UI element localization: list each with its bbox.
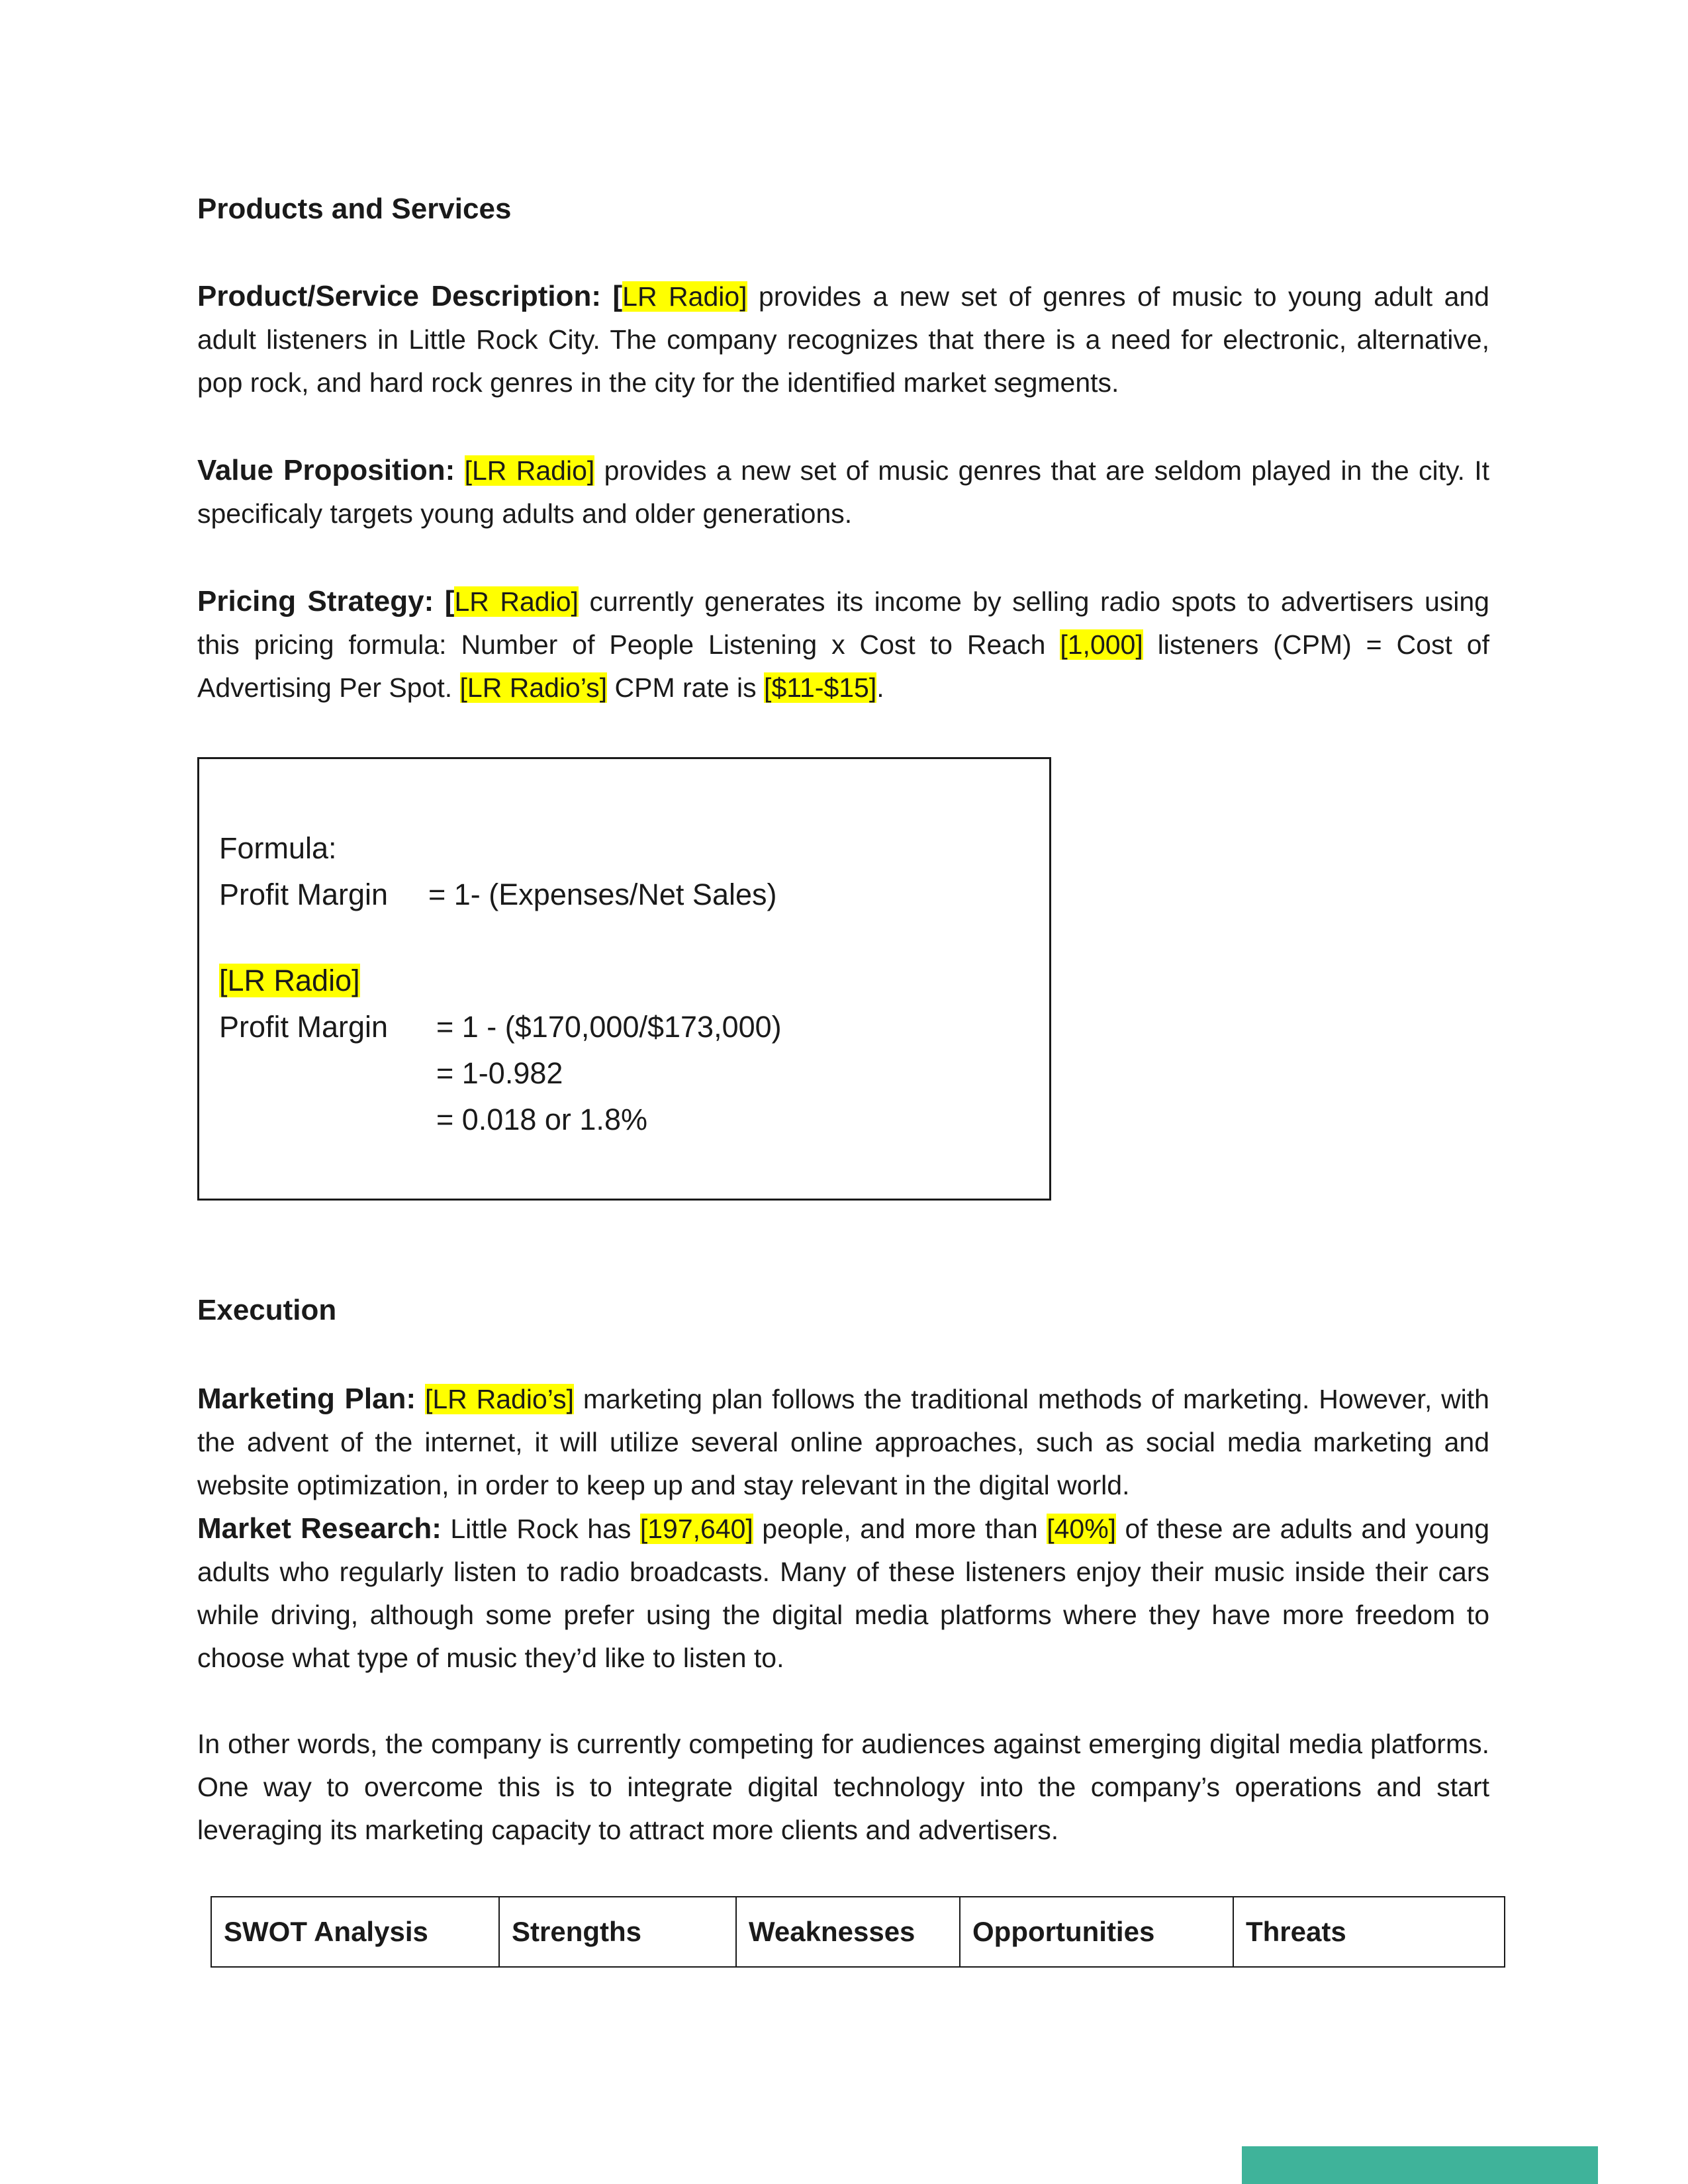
products-services-heading: Products and Services: [197, 193, 512, 225]
formula-box: [197, 757, 1051, 1201]
value-proposition-paragraph: [197, 449, 1489, 535]
formula-company-highlight: [LR Radio]: [219, 963, 360, 997]
marketing-plan-label: Marketing Plan:: [197, 1382, 416, 1415]
calc-profit-margin-label: Profit Margin: [219, 1009, 389, 1044]
bracket-open: [: [444, 584, 455, 617]
research-text-1: Little Rock has: [441, 1513, 640, 1544]
population-highlight: [197,640]: [639, 1513, 753, 1544]
swot-header-threats: Threats: [1233, 1897, 1505, 1967]
research-text-3: of these are adults and young adults who regularly listen to radio broadcasts. Many of these listeners enjoy their music inside their cars while driving, although some prefer using the digital media platforms where they have more freedom to choose what type of music they’d like to listen to.: [197, 1513, 1489, 1673]
pricing-text-2: listeners (CPM) = Cost of Advertising Per Spot.: [197, 629, 1489, 703]
description-text: provides a new set of genres of music to young adult and adult listeners in Little Rock City. The company recognizes that there is a need for electronic, alternative, pop rock, and hard rock genres in the city for the identified market segments.: [197, 281, 1489, 398]
profit-margin-label: Profit Margin: [219, 877, 389, 911]
formula-line: [219, 872, 1029, 918]
swot-header-row: [211, 1897, 1505, 1967]
company-highlight: [LR Radio]: [464, 455, 595, 486]
company-highlight: LR Radio]: [622, 281, 747, 312]
swot-header-strengths: Strengths: [499, 1897, 736, 1967]
company-possessive-highlight: [LR Radio’s]: [424, 1383, 575, 1414]
value-proposition-label: Value Proposition:: [197, 453, 455, 486]
market-research-paragraph: [197, 1507, 1489, 1680]
percent-highlight: [40%]: [1047, 1513, 1117, 1544]
marketing-plan-text: marketing plan follows the traditional methods of marketing. However, with the advent of the internet, it will utilize several online approaches, such as social media marketing and website optimization, in order to keep up and stay relevant in the digital world.: [197, 1383, 1489, 1500]
value-proposition-text: provides a new set of music genres that are seldom played in the city. It specificaly targets young adults and older generations.: [197, 455, 1489, 529]
formula-title: Formula:: [219, 831, 337, 865]
company-highlight: LR Radio]: [454, 586, 579, 617]
pricing-text-3: CPM rate is: [607, 672, 765, 703]
execution-heading: Execution: [197, 1293, 337, 1326]
calc-line: [219, 1004, 1029, 1050]
pricing-text-4: .: [876, 672, 884, 703]
research-text-2: people, and more than: [753, 1513, 1047, 1544]
bracket-open: [: [612, 279, 623, 312]
product-description-label: Product/Service Description:: [197, 279, 602, 312]
swot-header-weaknesses: Weaknesses: [736, 1897, 960, 1967]
calc-step-3: = 0.018 or 1.8%: [436, 1102, 647, 1136]
product-description-paragraph: [197, 275, 1489, 404]
swot-header-analysis: SWOT Analysis: [211, 1897, 499, 1967]
pricing-text-1: currently generates its income by selling radio spots to advertisers using this pricing formula: Number of People Listening x Cost to Reach: [197, 586, 1489, 660]
calc-step-2: = 1-0.982: [436, 1056, 563, 1090]
other-words-paragraph: In other words, the company is currently competing for audiences against emerging digital media platforms. One way to overcome this is to integrate digital technology into the company’s operations and start leveraging its marketing capacity to attract more clients and advertisers.: [197, 1728, 1489, 1845]
pricing-strategy-paragraph: [197, 580, 1489, 709]
calc-step-1: = 1 - ($170,000/$173,000): [436, 1009, 782, 1044]
rate-highlight: [$11-$15]: [764, 672, 877, 703]
market-research-label: Market Research:: [197, 1512, 442, 1545]
listeners-highlight: [1,000]: [1060, 629, 1143, 660]
company-possessive-highlight: [LR Radio’s]: [459, 672, 608, 703]
document-page: [197, 192, 1489, 1968]
swot-table: [211, 1896, 1505, 1968]
swot-header-opportunities: Opportunities: [960, 1897, 1233, 1967]
footer-accent-bar: [1242, 2146, 1598, 2184]
pricing-strategy-label: Pricing Strategy:: [197, 584, 434, 617]
marketing-plan-paragraph: [197, 1377, 1489, 1507]
formula-expression: = 1- (Expenses/Net Sales): [428, 877, 777, 911]
